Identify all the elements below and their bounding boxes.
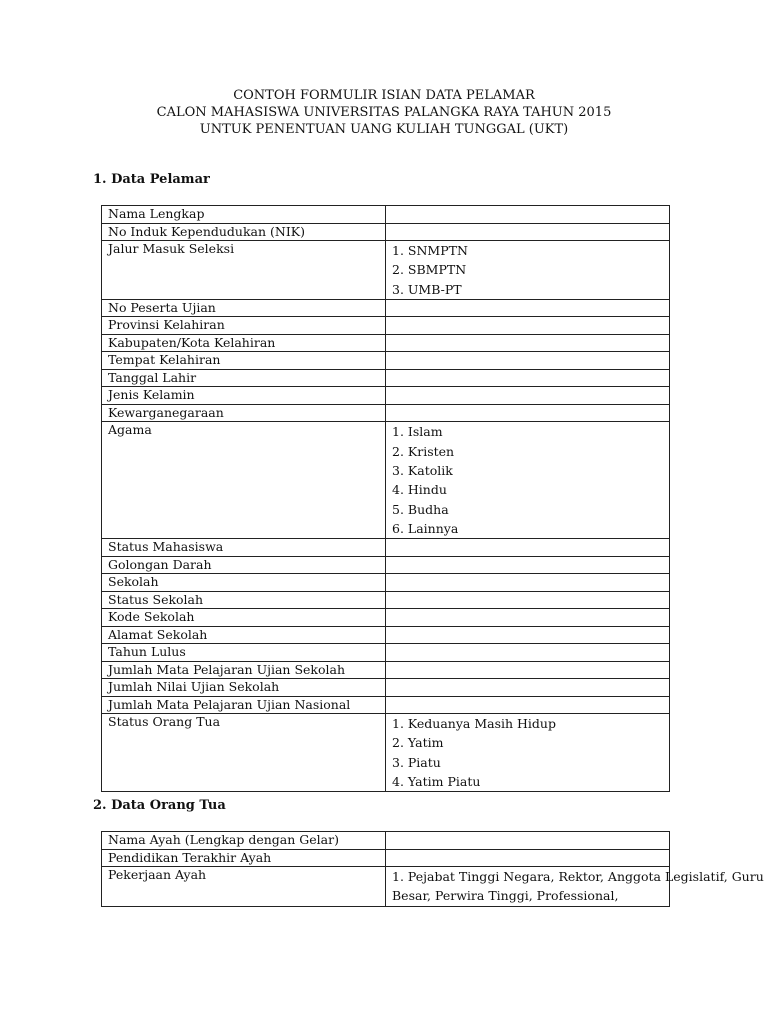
field-value-cell[interactable] <box>386 679 670 697</box>
table-row <box>102 299 670 317</box>
field-label: Jumlah Nilai Ujian Sekolah <box>102 679 386 697</box>
field-options-cell <box>386 422 670 539</box>
option-item: 3. UMB-PT <box>392 281 462 297</box>
table-row <box>102 352 670 370</box>
field-label: Sekolah <box>102 574 386 592</box>
field-label: Pekerjaan Ayah <box>102 867 386 907</box>
table-row <box>102 317 670 335</box>
field-value-cell[interactable] <box>386 849 670 867</box>
field-label: No Peserta Ujian <box>102 299 386 317</box>
field-value-cell[interactable] <box>386 317 670 335</box>
field-value-cell[interactable] <box>386 574 670 592</box>
data-pelamar-table <box>101 205 670 792</box>
option-item: 1. Pejabat Tinggi Negara, Rektor, Anggota Legislatif, Guru <box>392 869 764 884</box>
field-value-cell[interactable] <box>386 556 670 574</box>
table-row <box>102 714 670 792</box>
table-row <box>102 591 670 609</box>
field-label: Tempat Kelahiran <box>102 352 386 370</box>
field-label: Kode Sekolah <box>102 609 386 627</box>
option-item: 6. Lainnya <box>392 520 459 536</box>
field-label: Jenis Kelamin <box>102 387 386 405</box>
field-label: No Induk Kependudukan (NIK) <box>102 223 386 241</box>
field-value-cell[interactable] <box>386 591 670 609</box>
table-row <box>102 539 670 557</box>
option-item: 2. Yatim <box>392 735 444 751</box>
field-value-cell[interactable] <box>386 661 670 679</box>
table-row <box>102 679 670 697</box>
title-line-3: UNTUK PENENTUAN UANG KULIAH TUNGGAL (UKT) <box>199 122 569 137</box>
option-item: 5. Budha <box>392 501 449 517</box>
option-item: 3. Piatu <box>392 754 441 770</box>
table-row <box>102 644 670 662</box>
section-heading-data-pelamar: 1. Data Pelamar <box>93 172 210 187</box>
field-value-cell[interactable] <box>386 369 670 387</box>
field-label: Provinsi Kelahiran <box>102 317 386 335</box>
table-row <box>102 849 670 867</box>
table-row <box>102 369 670 387</box>
title-line-2: CALON MAHASISWA UNIVERSITAS PALANGKA RAYA TAHUN 2015 <box>156 105 612 120</box>
title-line-1: CONTOH FORMULIR ISIAN DATA PELAMAR <box>233 88 535 103</box>
table-row <box>102 223 670 241</box>
field-value-cell[interactable] <box>386 539 670 557</box>
option-item: 1. Islam <box>392 424 443 440</box>
table-row <box>102 696 670 714</box>
option-item: 4. Hindu <box>392 482 447 498</box>
field-value-cell[interactable] <box>386 299 670 317</box>
table-row <box>102 661 670 679</box>
data-orang-tua-table <box>101 831 764 907</box>
field-value-cell[interactable] <box>386 387 670 405</box>
field-label: Tanggal Lahir <box>102 369 386 387</box>
field-label: Alamat Sekolah <box>102 626 386 644</box>
option-item: 1. SNMPTN <box>392 243 468 258</box>
option-item: 2. Kristen <box>392 443 455 459</box>
field-label: Nama Ayah (Lengkap dengan Gelar) <box>102 832 386 850</box>
document-title <box>0 87 768 138</box>
field-options-cell <box>386 714 670 792</box>
field-label: Tahun Lulus <box>102 644 386 662</box>
field-label: Status Mahasiswa <box>102 539 386 557</box>
option-item: Besar, Perwira Tinggi, Professional, <box>392 888 619 904</box>
field-label: Agama <box>102 422 386 539</box>
table-row <box>102 241 670 300</box>
field-value-cell[interactable] <box>386 206 670 224</box>
field-value-cell[interactable] <box>386 404 670 422</box>
option-item: 2. SBMPTN <box>392 262 467 278</box>
field-value-cell[interactable] <box>386 696 670 714</box>
option-item: 1. Keduanya Masih Hidup <box>392 716 556 732</box>
table-row <box>102 556 670 574</box>
field-label: Kabupaten/Kota Kelahiran <box>102 334 386 352</box>
field-label: Jalur Masuk Seleksi <box>102 241 386 300</box>
field-label: Nama Lengkap <box>102 206 386 224</box>
field-value-cell[interactable] <box>386 609 670 627</box>
field-value-cell[interactable] <box>386 334 670 352</box>
field-value-cell[interactable] <box>386 223 670 241</box>
table-row <box>102 422 670 539</box>
field-label: Jumlah Mata Pelajaran Ujian Sekolah <box>102 661 386 679</box>
field-options-cell <box>386 241 670 300</box>
option-item: 4. Yatim Piatu <box>392 774 481 790</box>
table-row <box>102 206 670 224</box>
field-label: Status Sekolah <box>102 591 386 609</box>
table-row <box>102 334 670 352</box>
field-label: Status Orang Tua <box>102 714 386 792</box>
table-row <box>102 832 670 850</box>
section-heading-data-orang-tua: 2. Data Orang Tua <box>93 798 226 813</box>
table-row <box>102 404 670 422</box>
field-label: Golongan Darah <box>102 556 386 574</box>
table-row <box>102 867 670 907</box>
field-label: Jumlah Mata Pelajaran Ujian Nasional <box>102 696 386 714</box>
option-item: 3. Katolik <box>392 462 453 478</box>
field-label: Kewarganegaraan <box>102 404 386 422</box>
field-value-cell[interactable] <box>386 832 670 850</box>
field-value-cell[interactable] <box>386 644 670 662</box>
table-row <box>102 626 670 644</box>
table-row <box>102 574 670 592</box>
field-value-cell[interactable] <box>386 626 670 644</box>
table-row <box>102 609 670 627</box>
field-value-cell[interactable] <box>386 352 670 370</box>
table-row <box>102 387 670 405</box>
field-label: Pendidikan Terakhir Ayah <box>102 849 386 867</box>
field-options-cell <box>386 867 764 907</box>
